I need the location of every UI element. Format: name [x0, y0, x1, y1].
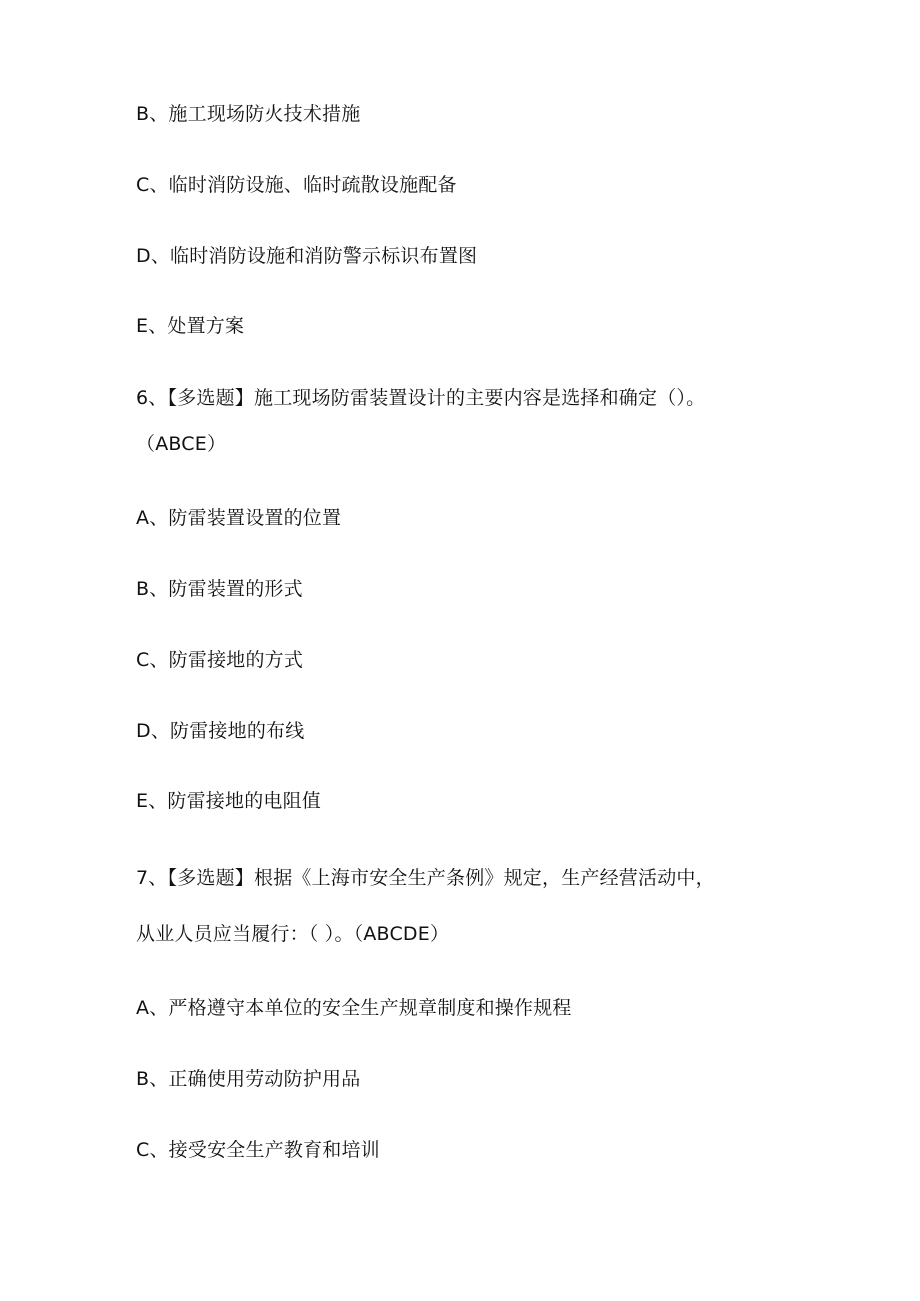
question-7-text-cont: 从业人员应当履行：（ ）。（ABCDE） — [136, 923, 450, 945]
q7-option-c: C、接受安全生产教育和培训 — [136, 1139, 380, 1161]
option-b-fire-measures: B、施工现场防火技术措施 — [136, 103, 361, 125]
q7-option-b: B、正确使用劳动防护用品 — [136, 1068, 361, 1090]
q6-option-c: C、防雷接地的方式 — [136, 649, 304, 671]
option-e-disposal-plan: E、处置方案 — [136, 315, 245, 337]
option-d-layout-plan: D、临时消防设施和消防警示标识布置图 — [136, 245, 478, 267]
q6-option-b: B、防雷装置的形式 — [136, 578, 303, 600]
question-6-text: 6、【多选题】施工现场防雷装置设计的主要内容是选择和确定（）。 — [136, 387, 706, 409]
q6-option-a: A、防雷装置设置的位置 — [136, 507, 342, 529]
q6-option-e: E、防雷接地的电阻值 — [136, 790, 322, 812]
q7-option-a: A、严格遵守本单位的安全生产规章制度和操作规程 — [136, 997, 572, 1019]
question-7-text: 7、【多选题】根据《上海市安全生产条例》规定，生产经营活动中， — [136, 867, 715, 889]
option-c-fire-facilities: C、临时消防设施、临时疏散设施配备 — [136, 174, 457, 196]
q6-option-d: D、防雷接地的布线 — [136, 720, 305, 742]
question-6-answer: （ABCE） — [136, 433, 227, 455]
